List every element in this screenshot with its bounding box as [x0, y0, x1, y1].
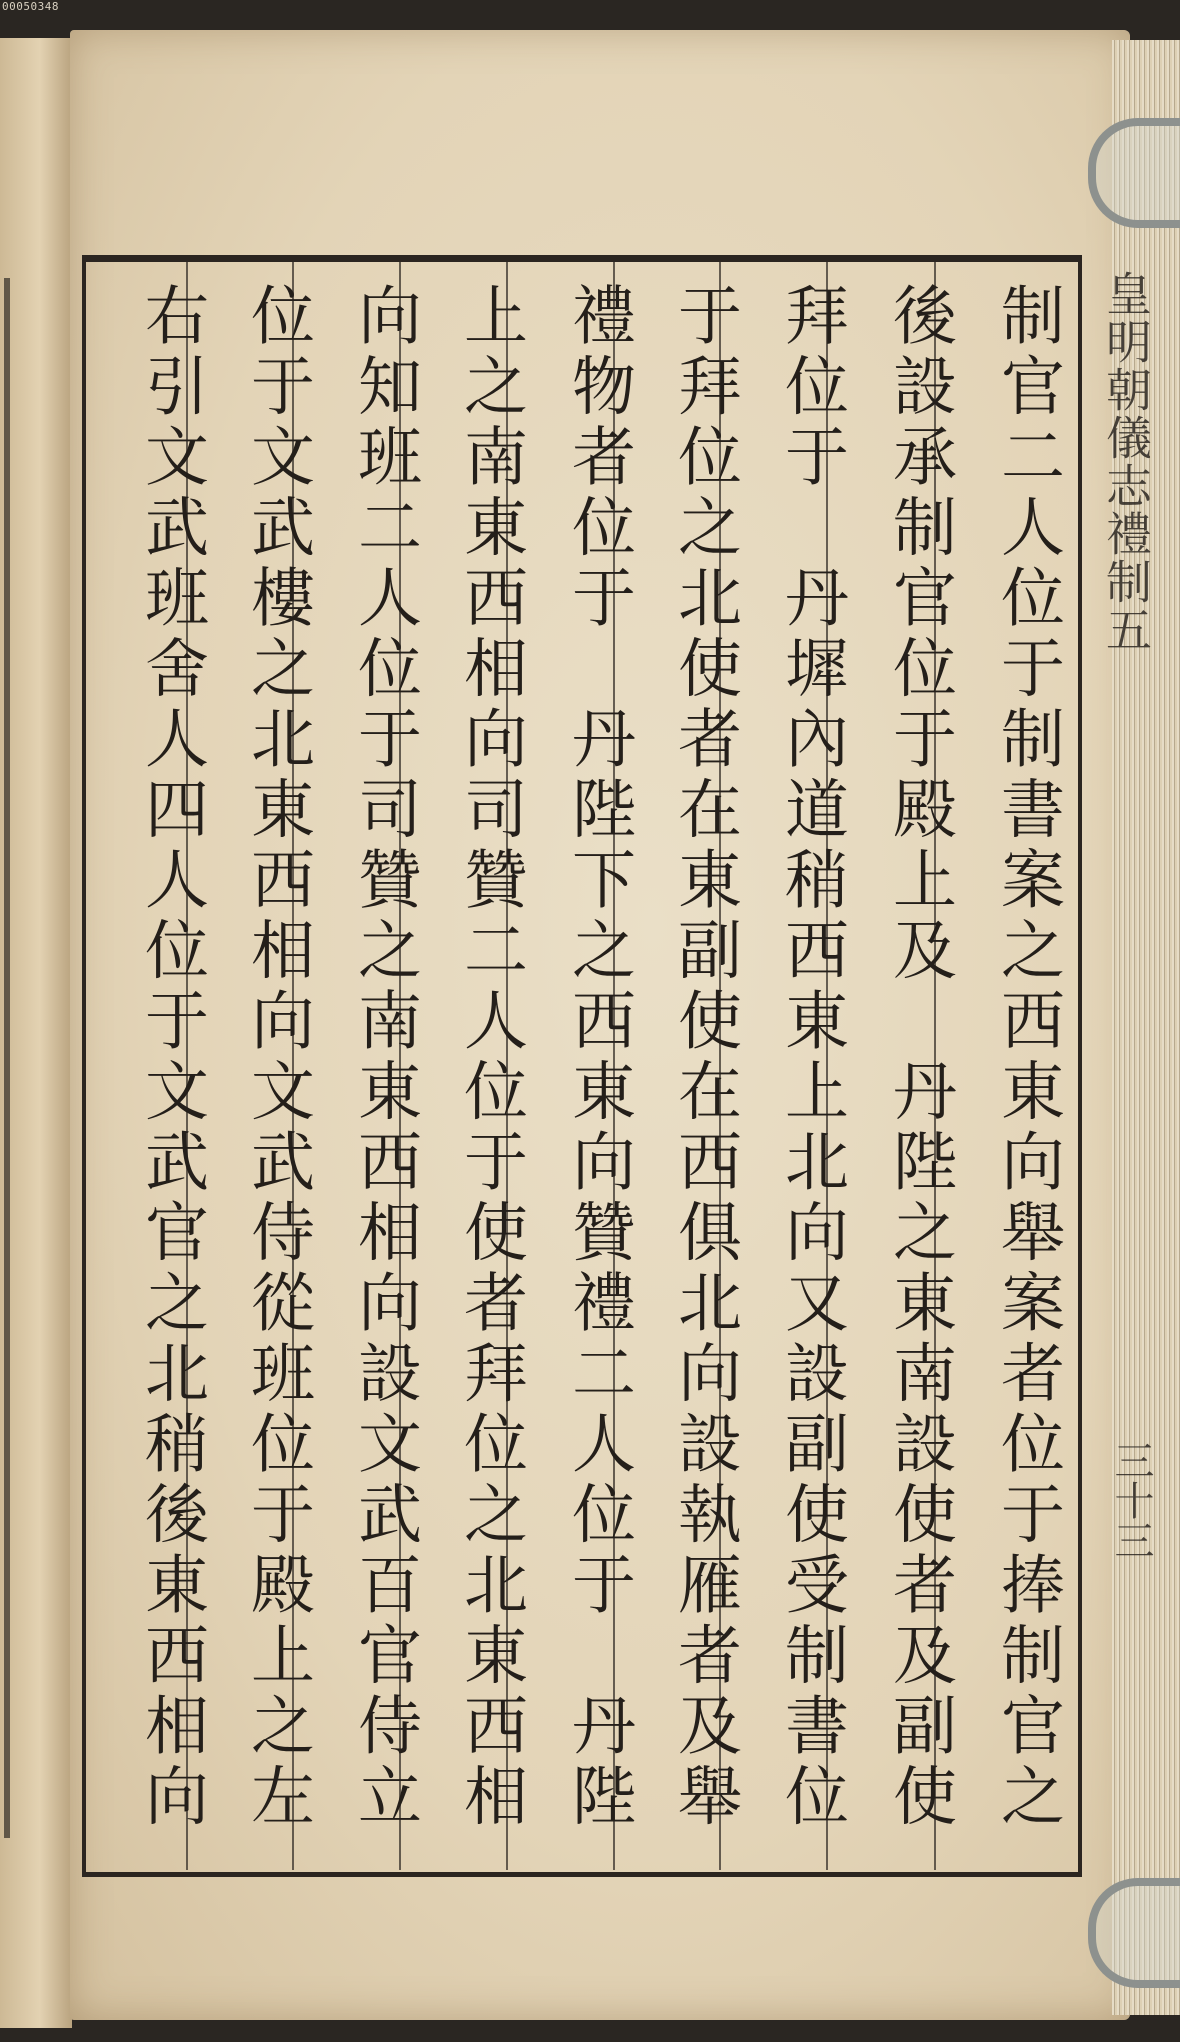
scan-id-label: 00050348: [2, 0, 59, 13]
folio-number: 三十三: [1108, 1440, 1154, 1560]
text-column-3: [758, 262, 862, 1870]
text-column-7: [331, 262, 435, 1870]
column-text: 禮物者位于 丹陛下之西東向贊禮二人位于 丹陛: [561, 282, 635, 1833]
column-text: 上之南東西相向司贊二人位于使者拜位之北東西相: [453, 282, 527, 1833]
text-column-8: [224, 262, 328, 1870]
center-fold-column: [1099, 240, 1158, 1940]
column-text: 于拜位之北使者在東副使在西俱北向設執雁者及舉: [667, 282, 741, 1833]
column-text: 位于文武樓之北東西相向文武侍從班位于殿上之左: [240, 282, 314, 1833]
column-text: 制官二人位于制書案之西東向舉案者位于捧制官之: [990, 282, 1064, 1833]
binder-clip-bottom: [1088, 1878, 1180, 1988]
column-text: 右引文武班舍人四人位于文武官之北稍後東西相向: [134, 282, 208, 1833]
text-column-5: [545, 262, 649, 1870]
banxin-title: 皇明朝儀志禮制五: [1099, 270, 1153, 654]
text-column-6: [437, 262, 541, 1870]
text-column-2: [866, 262, 970, 1870]
column-text: 拜位于 丹墀內道稍西東上北向又設副使受制書位: [774, 282, 848, 1833]
text-column-1: [974, 262, 1078, 1870]
text-column-4: [651, 262, 755, 1870]
column-text: 後設承制官位于殿上及 丹陛之東南設使者及副使: [882, 282, 956, 1833]
facing-page-edge: [4, 278, 22, 1838]
facing-page: [0, 38, 72, 2028]
column-text: 向知班二人位于司贊之南東西相向設文武百官侍立: [347, 282, 421, 1833]
binder-clip-top: [1088, 118, 1180, 228]
text-column-9: [118, 262, 222, 1870]
